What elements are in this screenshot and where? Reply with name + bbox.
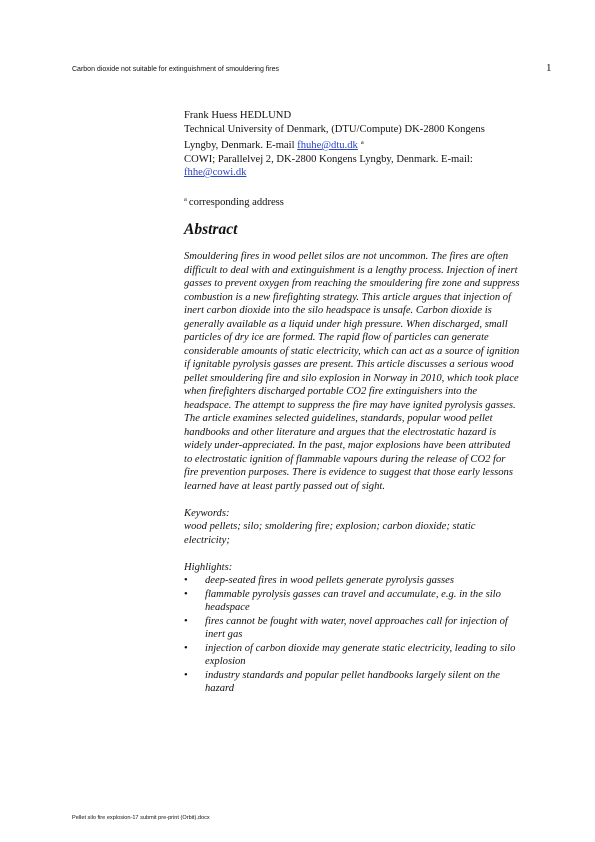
abstract-line: inert carbon dioxide into the silo headspace is unsafe. Carbon dioxide is xyxy=(184,305,492,316)
highlight-line: headspace xyxy=(205,602,250,613)
highlight-item xyxy=(184,574,556,588)
abstract-line: learned have at least partly passed out of sight. xyxy=(184,480,385,492)
document-content xyxy=(184,109,556,696)
running-header-title: Carbon dioxide not suitable for extinguishment of smouldering fires xyxy=(72,66,280,73)
abstract-line: pellet smouldering fire and silo explosion in Norway in 2010, which took place xyxy=(184,372,519,384)
highlight-item xyxy=(184,588,556,615)
abstract-line: particles of dry ice are formed. The rapid flow of particles can generate xyxy=(184,332,489,343)
email-link-dtu[interactable]: fhuhe@dtu.dk xyxy=(297,140,358,151)
highlight-line: inert gas xyxy=(205,629,243,640)
corresponding-superscript: a xyxy=(184,195,187,203)
bullet-icon: • xyxy=(184,642,188,654)
highlights-heading: Highlights: xyxy=(184,561,233,573)
highlight-line: injection of carbon dioxide may generate static electricity, leading to silo xyxy=(205,642,516,654)
abstract-text xyxy=(184,250,556,493)
email-link-cowi[interactable]: fhhe@cowi.dk xyxy=(184,167,247,178)
affiliation-2-email-line xyxy=(184,166,556,180)
abstract-line: Smouldering fires in wood pellet silos are not uncommon. The fires are often xyxy=(184,251,509,262)
highlight-item xyxy=(184,669,556,696)
abstract-heading: Abstract xyxy=(184,221,238,238)
page-number: 1 xyxy=(546,62,552,74)
abstract-line: The article examines selected guidelines, standards, popular wood pellet xyxy=(184,413,493,424)
highlight-item xyxy=(184,642,556,669)
footer-filename: Pellet silo fire explosion-17 submit pre-print (Orbit).docx xyxy=(72,815,210,821)
keywords-heading: Keywords: xyxy=(184,507,230,519)
highlight-line: explosion xyxy=(205,656,246,667)
author-name: Frank Huess HEDLUND xyxy=(184,110,292,121)
highlight-line: deep-seated fires in wood pellets generate pyrolysis gasses xyxy=(205,575,455,586)
affiliation-1-line-2 xyxy=(184,136,556,153)
corresponding-text: corresponding address xyxy=(188,196,284,208)
highlights-list xyxy=(184,574,556,696)
abstract-line: when firefighters discharged portable CO2 fire extinguishers into the xyxy=(184,386,478,397)
bullet-icon: • xyxy=(184,669,188,681)
highlight-line: industry standards and popular pellet handbooks largely silent on the xyxy=(205,669,500,681)
keywords-line: electricity; xyxy=(184,534,230,546)
bullet-icon: • xyxy=(184,575,188,586)
highlight-item xyxy=(184,615,556,642)
highlight-line: fires cannot be fought with water, novel approaches call for injection of xyxy=(205,615,508,627)
abstract-line: generally available as a liquid under high pressure. When discharged, small xyxy=(184,318,508,330)
abstract-line: gasses to prevent oxygen from reaching the smouldering fire zone and suppress xyxy=(184,278,520,289)
highlight-line: hazard xyxy=(205,683,235,694)
abstract-line: handbooks and other literature and argues that the electrostatic hazard is xyxy=(184,426,497,438)
keywords-text xyxy=(184,520,556,547)
affiliation-1-prefix: Lyngby, Denmark. E-mail xyxy=(184,140,298,151)
abstract-line: widely under-appreciated. In the past, major explosions have been attributed xyxy=(184,440,511,451)
corresponding-note xyxy=(184,193,556,210)
abstract-line: to electrostatic ignition of flammable vapours during the release of CO2 for xyxy=(184,453,506,465)
abstract-line: combustion is a new firefighting strategy. This article argues that injection of xyxy=(184,291,512,303)
abstract-line: if ignitable pyrolysis gasses are present. This article discusses a serious wood xyxy=(184,359,514,370)
author-block xyxy=(184,109,556,180)
email-1-superscript: a xyxy=(360,139,364,146)
highlight-line: flammable pyrolysis gasses can travel and accumulate, e.g. in the silo xyxy=(205,588,501,600)
affiliation-2: COWI; Parallelvej 2, DK-2800 Kongens Lyngby, Denmark. E-mail: xyxy=(184,153,473,165)
bullet-icon: • xyxy=(184,615,188,627)
bullet-icon: • xyxy=(184,588,188,600)
keywords-line: wood pellets; silo; smoldering fire; explosion; carbon dioxide; static xyxy=(184,521,476,532)
abstract-line: considerable amounts of static electricity, which can act as a source of ignition xyxy=(184,345,520,357)
affiliation-1-line-1: Technical University of Denmark, (DTU/Compute) DK-2800 Kongens xyxy=(184,123,485,135)
abstract-line: difficult to deal with and extinguishment is a lengthy process. Injection of inert xyxy=(184,264,518,276)
abstract-line: fire prevention purposes. There is evidence to suggest that those early lessons xyxy=(184,467,513,478)
abstract-line: headspace. The attempt to suppress the fire may have ignited pyrolysis gasses. xyxy=(184,399,516,411)
